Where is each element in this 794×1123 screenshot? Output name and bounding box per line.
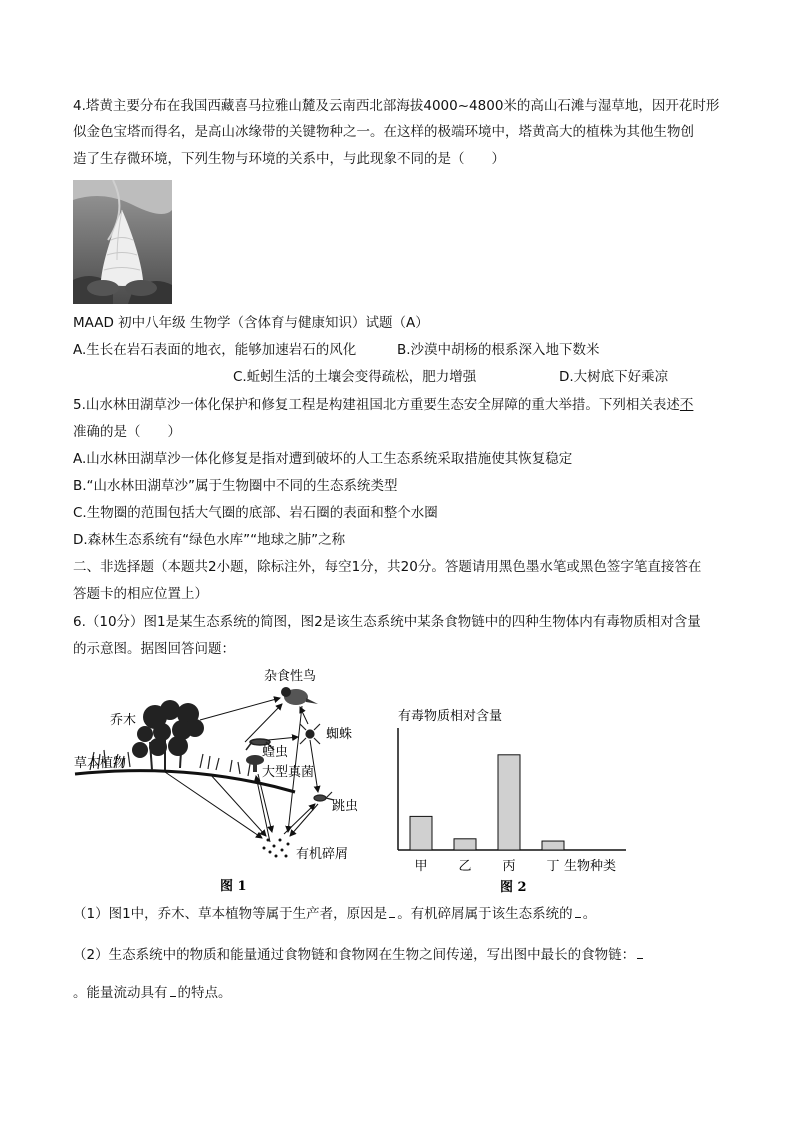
q6-sub1-text-a: （1）图1中，乔木、草本植物等属于生产者，原因是 (73, 906, 388, 922)
x-tick-label-1: 乙 (458, 859, 472, 874)
section2-heading-line2: 答题卡的相应位置上） (73, 586, 208, 602)
page-header: MAAD 初中八年级 生物学（含体育与健康知识）试题（A） (73, 315, 429, 331)
q5-option-a: A.山水林田湖草沙一体化修复是指对遭到破坏的人工生态系统采取措施使其恢复稳定 (73, 451, 573, 467)
q4-option-d: D.大树底下好乘凉 (559, 369, 669, 385)
bar-3 (542, 841, 564, 850)
q4-stem-line3: 造了生存微环境，下列生物与环境的关系中，与此现象不同的是（ ） (73, 151, 505, 167)
fig1-label-bird: 杂食性鸟 (264, 669, 317, 684)
figure-2-bar-chart (388, 700, 638, 897)
q6-sub1-text-b: 。有机碎屑属于该生态系统的 (397, 906, 573, 922)
x-tick-label-2: 丙 (502, 859, 516, 874)
q5-option-b: B.“山水林田湖草沙”属于生物圈中不同的生态系统类型 (73, 478, 398, 494)
bar-0 (410, 816, 432, 850)
answer-blank-2[interactable] (575, 905, 581, 918)
q6-sub2-text-b: 。能量流动具有 (73, 985, 168, 1001)
fig2-caption: 图 2 (500, 880, 527, 895)
fig1-label-springtail: 跳虫 (332, 799, 359, 814)
answer-blank-3[interactable] (637, 946, 643, 959)
fig1-label-grasshopper: 蝗虫 (262, 745, 289, 760)
fig1-label-spider: 蜘蛛 (326, 727, 353, 742)
q5-option-c: C.生物圈的范围包括大气圈的底部、岩石圈的表面和整个水圈 (73, 505, 438, 521)
q5-option-d: D.森林生态系统有“绿色水库”“地球之肺”之称 (73, 532, 346, 548)
rheum-nobile-photo (73, 180, 172, 304)
q6-sub2-line1 (73, 946, 645, 964)
section2-heading-line1: 二、非选择题（本题共2小题，除标注外，每空1分，共20分。答题请用黑色墨水笔或黑色签字笔直接答在 (73, 559, 702, 575)
q5-stem-text: 5.山水林田湖草沙一体化保护和修复工程是构建祖国北方重要生态安全屏障的重大举措。下列相关表述 (73, 397, 680, 413)
q5-stem-line1 (73, 396, 693, 414)
q5-stem-line2: 准确的是（ ） (73, 424, 181, 440)
q4-option-a: A.生长在岩石表面的地衣，能够加速岩石的风化 (73, 342, 357, 358)
fig1-label-herb: 草本植物 (74, 756, 127, 771)
q4-option-b: B.沙漠中胡杨的根系深入地下数米 (397, 342, 600, 358)
q4-stem-line1: 4.塔黄主要分布在我国西藏喜马拉雅山麓及云南西北部海拔4000~4800米的高山石滩与湿草地，因开花时形 (73, 98, 720, 114)
q6-sub1-text-c: 。 (582, 906, 597, 922)
figure-1-ecosystem (70, 662, 380, 897)
q6-sub1 (73, 905, 596, 923)
answer-blank-1[interactable] (389, 905, 395, 918)
chart-xlabel: 生物种类 (564, 859, 617, 874)
q4-option-c: C.蚯蚓生活的土壤会变得疏松，肥力增强 (233, 369, 477, 385)
chart-ylabel: 有毒物质相对含量 (398, 709, 503, 724)
q6-sub2-line2 (73, 984, 232, 1002)
q6-stem-line1: 6.（10分）图1是某生态系统的简图，图2是该生态系统中某条食物链中的四种生物体内有毒物质相对含量 (73, 614, 701, 630)
q4-stem-line2: 似金色宝塔而得名，是高山冰缘带的关键物种之一。在这样的极端环境中，塔黄高大的植株为其他生物创 (73, 124, 694, 140)
fig1-label-fungi: 大型真菌 (262, 765, 315, 780)
fig1-label-detritus: 有机碎屑 (296, 847, 349, 862)
q6-sub2-text-c: 的特点。 (177, 985, 232, 1001)
x-tick-label-3: 丁 (546, 859, 560, 874)
q6-sub2-text-a: （2）生态系统中的物质和能量通过食物链和食物网在生物之间传递，写出图中最长的食物链： (73, 947, 636, 963)
bird-icon (281, 687, 318, 705)
bar-2 (498, 755, 520, 850)
answer-blank-4[interactable] (170, 984, 176, 997)
fig1-label-tree: 乔木 (110, 713, 137, 728)
fig1-caption: 图 1 (220, 879, 247, 894)
q6-stem-line2: 的示意图。据图回答问题： (73, 641, 235, 657)
x-tick-label-0: 甲 (414, 859, 428, 874)
bar-1 (454, 839, 476, 850)
q5-underlined-word: 不 (679, 397, 694, 413)
